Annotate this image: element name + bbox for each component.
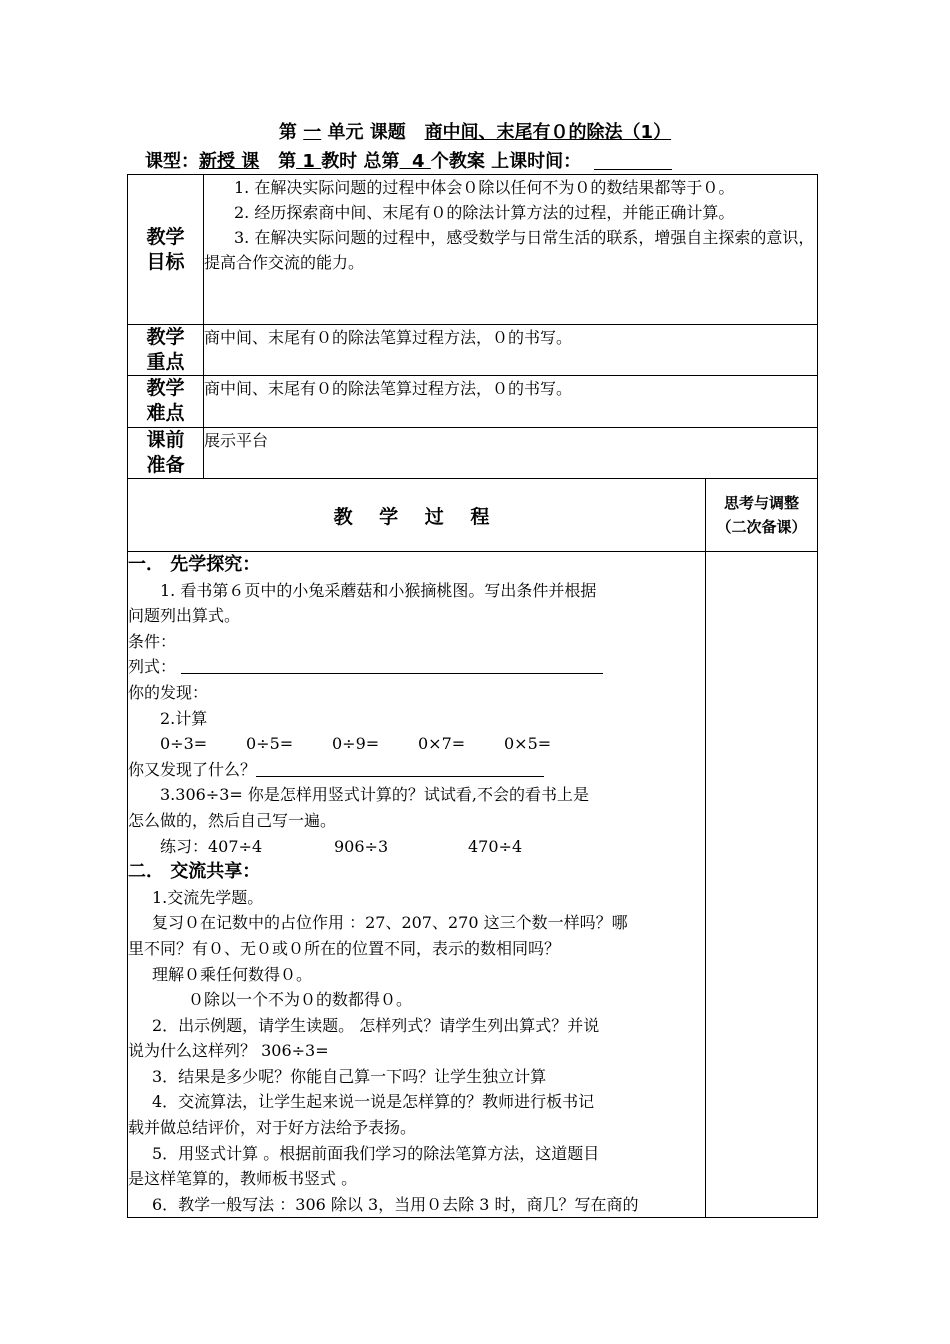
adjustment-heading: 思考与调整 （二次备课） xyxy=(706,479,818,552)
condition-field: 条件： xyxy=(128,631,177,651)
goals-row xyxy=(128,175,818,325)
goal-item: 2. 经历探索商中间、末尾有０的除法计算方法的过程，并能正确计算。 xyxy=(234,203,735,222)
formula-answer-line xyxy=(181,657,603,674)
practice-row: 练习：407÷4 906÷3 470÷4 xyxy=(160,836,523,856)
formula-field: 列式： xyxy=(128,654,705,680)
finding-field: 你的发现： xyxy=(128,682,209,702)
lesson-title: 第 一 单元 课题 商中间、末尾有０的除法（1） xyxy=(278,122,672,143)
prep-label: 课前准备 xyxy=(128,428,204,479)
lesson-plan-table xyxy=(127,174,818,1218)
goal-item: 3. 在解决实际问题的过程中，感受数学与日常生活的联系，增强自主探索的意识，提高合作交流的能力。 xyxy=(204,228,815,272)
found-answer-line xyxy=(256,760,544,777)
difficulty-content: 商中间、末尾有０的除法笔算过程方法，０的书写。 xyxy=(204,376,818,428)
difficulty-row xyxy=(128,376,818,428)
goal-item: 1. 在解决实际问题的过程中体会０除以任何不为０的数结果都等于０。 xyxy=(234,178,735,197)
key-row xyxy=(128,325,818,376)
process-header-row xyxy=(128,479,818,552)
process-heading: 教 学 过 程 xyxy=(128,479,706,552)
difficulty-label: 教学难点 xyxy=(128,376,204,428)
prep-row xyxy=(128,428,818,479)
found-again-field: 你又发现了什么？ xyxy=(128,757,705,783)
key-content: 商中间、末尾有０的除法笔算过程方法，０的书写。 xyxy=(204,325,818,376)
prep-content: 展示平台 xyxy=(204,428,818,479)
lesson-meta: 课型：新授 课 第 1 教时 总第 4 个教案 上课时间： xyxy=(145,150,672,174)
section-heading: 一． 先学探究： xyxy=(128,554,261,575)
goals-label: 教学目标 xyxy=(128,175,204,325)
unit-number: 一 xyxy=(303,122,322,143)
key-label: 教学重点 xyxy=(128,325,204,376)
process-content: 一． 先学探究： 1. 看书第６页中的小兔采蘑菇和小猴摘桃图。写出条件并根据 问题列出算式。 条件： 列式： 你的发现： 2.计算 0÷3= 0÷5= 0÷9= 0×7= 0×5= 你又发现了什么？ 3.306÷3= 你是怎样用竖式计算的？试试看,不会的看书上是 怎么做的，然后自己写一遍。 练习：407÷4 906÷3 470÷4 二． 交流共享： 1.交流先学题。 复习０在记数中的占位作用 ：27、207、270 这三个数一样吗？哪 里不同？有０、无０或０所在的位置不同，表示的数相同吗？ 理解０乘任何数得０。 ０除以一个不为０的数都得０。 2．出示例题，请学生读题。 怎样列式？请学生列出算式？并说 说为什么这样列？ 306÷3= 3．结果是多少呢？你能自己算一下吗？让学生独立计算 4．交流算法，让学生起来说一说是怎样算的？教师进行板书记 载并做总结评价，对于好方法给予表扬。 5．用竖式计算 。根据前面我们学习的除法笔算方法，这道题目 是这样笔算的，教师板书竖式 。 6．教学一般写法 ：306 除以 3，当用０去除 3 时，商几？写在商的 xyxy=(128,552,706,1218)
goals-content xyxy=(204,175,818,325)
calc-row: 0÷3= 0÷5= 0÷9= 0×7= 0×5= xyxy=(160,734,552,754)
lesson-topic: 商中间、末尾有０的除法（1） xyxy=(424,122,672,143)
process-body-row xyxy=(128,552,818,1218)
class-time-blank xyxy=(594,151,672,170)
section-heading: 二． 交流共享： xyxy=(128,861,261,883)
adjustment-content xyxy=(706,552,818,1218)
